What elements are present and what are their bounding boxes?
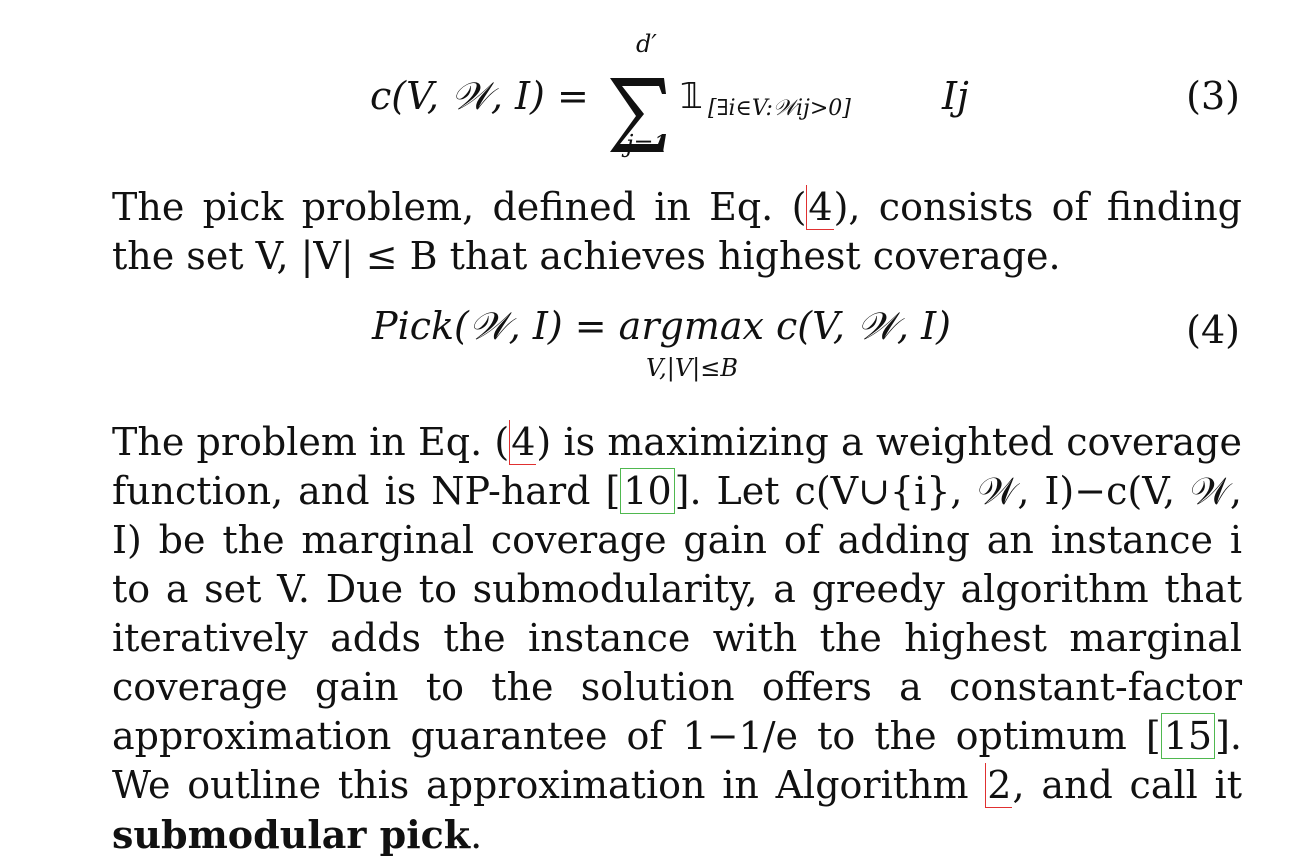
paragraph-1	[112, 183, 1242, 281]
paragraph-2-text-2: ) is maximizing a weighted coverage function, and is NP-hard [	[112, 420, 1242, 513]
paragraph-2-text-1: The problem in Eq. (	[112, 420, 510, 464]
citation-link-15[interactable]: 15	[1161, 713, 1215, 759]
paragraph-2-text-5: , and call it	[1012, 763, 1242, 807]
algorithm-reference-link[interactable]: 2	[987, 763, 1012, 807]
equation-4-lhs: Pick(𝒲, I) = argmax c(V, 𝒲, I)	[372, 304, 951, 348]
equation-reference-link[interactable]: 4	[808, 185, 833, 229]
paragraph-1-text-a: The pick problem, defined in Eq. (	[112, 185, 807, 229]
indicator-symbol: 𝟙	[680, 76, 703, 117]
equation-3	[370, 30, 1250, 170]
equation-3-term: Ij	[942, 74, 969, 118]
paragraph-2	[112, 418, 1242, 860]
paragraph-2-text-4: ]. We outline this approximation in Algorithm	[112, 714, 1242, 807]
equation-3-lhs: c(V, 𝒲, I) =	[370, 74, 589, 118]
submodular-pick-term: submodular pick	[112, 812, 471, 857]
citation-link-10[interactable]: 10	[620, 468, 674, 514]
sum-lower-limit: j=1	[626, 130, 669, 158]
paragraph-2-text-3: ]. Let c(V∪{i}, 𝒲, I)−c(V, 𝒲, I) be the marginal coverage gain of adding an instance i to a set V. Due to submodularity, a greedy algorithm that iteratively adds the instance with the highest marginal coverage gain to the solution offers a constant-factor approximation guarantee of 1−1/e to the optimum [	[112, 469, 1242, 758]
equation-4-number: (4)	[1186, 308, 1240, 352]
equation-reference-link[interactable]: 4	[511, 420, 536, 464]
sum-upper-limit: d′	[636, 30, 657, 58]
equation-4	[372, 304, 1252, 394]
indicator-condition: [∃i∈V:𝒲ij>0]	[708, 96, 851, 121]
argmax-subscript: V,|V|≤B	[646, 354, 739, 382]
paragraph-1-text-b: ), consists of finding the set V, |V| ≤ B that achieves highest coverage.	[112, 185, 1243, 278]
equation-3-number: (3)	[1186, 74, 1240, 118]
paragraph-2-text-6: .	[470, 813, 483, 857]
